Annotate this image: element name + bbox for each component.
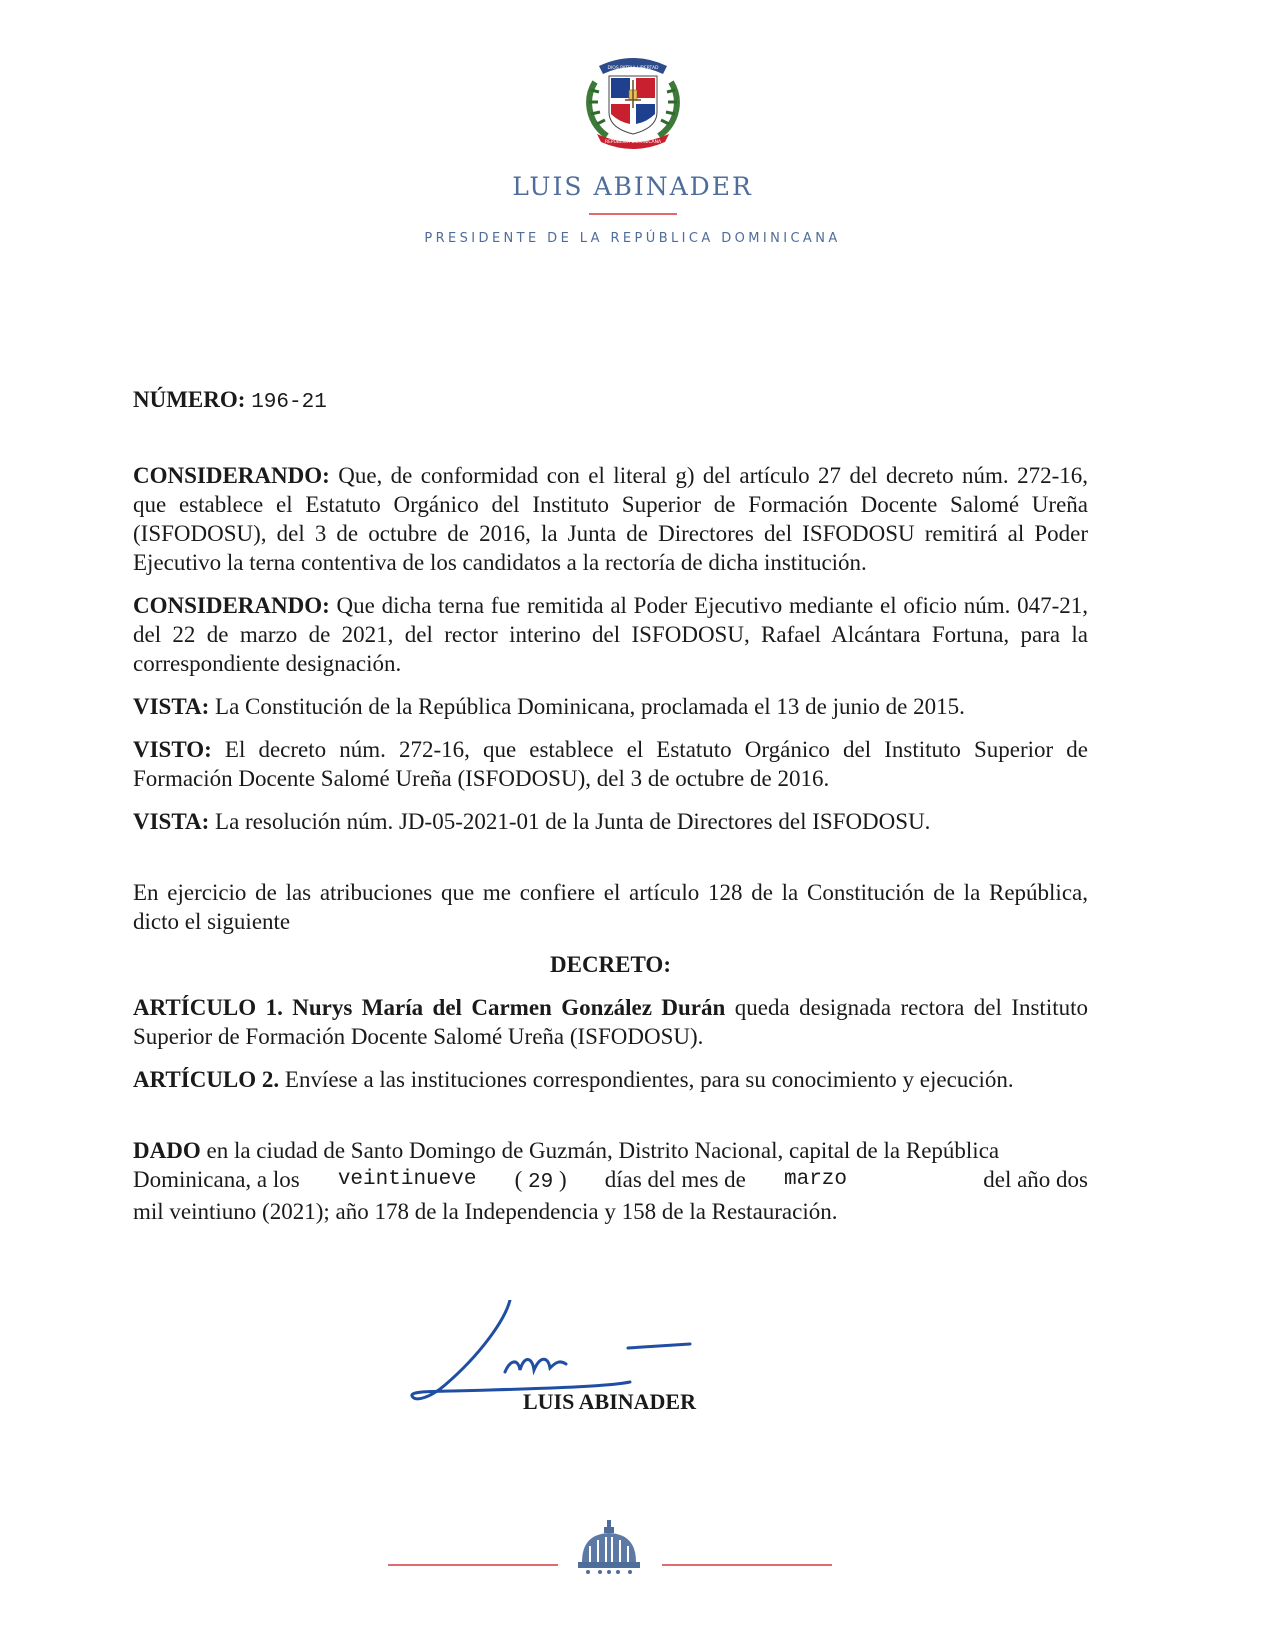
vista-2 <box>133 807 1088 836</box>
month: marzo <box>784 1168 848 1191</box>
president-name: LUIS ABINADER <box>512 172 753 201</box>
footer <box>0 1520 1265 1580</box>
ejercicio-paragraph: En ejercicio de las atribuciones que me confiere el artículo 128 de la Constitución de la República, dicto el siguiente <box>133 880 1088 934</box>
dado-date-line <box>133 1165 1088 1197</box>
dado-label: DADO <box>133 1138 201 1163</box>
vista-2-label: VISTA: <box>133 809 210 834</box>
articulo-1-text: queda designada rectora del Instituto Superior de Formación Docente Salomé Ureña (ISFODOSU). <box>133 995 1088 1049</box>
seal-ribbon: REPÚBLICA DOMINICANA <box>604 140 661 145</box>
visto-label: VISTO: <box>133 737 212 762</box>
paren-close: ) <box>558 1167 567 1192</box>
numero-value: 196-21 <box>251 391 327 414</box>
considerando-1-text: Que, de conformidad con el literal g) del artículo 27 del decreto núm. 272-16, que establece el Estatuto Orgánico del Instituto Superior de Formación Docente Salomé Ureña (ISFODOSU), del 3 de octubre de 2016, la Junta de Directores del ISFODOSU remitirá al Poder Ejecutivo la terna contentiva de los candidatos a la rectoría de dicha institución. <box>133 463 1088 575</box>
decreto-title: DECRETO: <box>550 952 671 977</box>
coat-of-arms-icon <box>581 50 685 150</box>
footer-rule-right <box>662 1564 832 1566</box>
dado-post: del año dos <box>983 1167 1088 1192</box>
day-number: 29 <box>527 1171 554 1194</box>
dado-mid: días del mes de <box>604 1167 746 1192</box>
dado-line-3: mil veintiuno (2021); año 178 de la Independencia y 158 de la Restauración. <box>133 1199 838 1224</box>
articulo-2-label: ARTÍCULO 2. <box>133 1067 280 1092</box>
dado-paragraph <box>133 1136 1088 1226</box>
paren-open: ( <box>514 1167 523 1192</box>
vista-2-text: La resolución núm. JD-05-2021-01 de la Junta de Directores del ISFODOSU. <box>215 809 931 834</box>
considerando-2-label: CONSIDERANDO: <box>133 593 330 618</box>
considerando-2-text: Que dicha terna fue remitida al Poder Ejecutivo mediante el oficio núm. 047-21, del 22 de marzo de 2021, del rector interino del ISFODOSU, Rafael Alcántara Fortuna, para la correspondiente designación. <box>133 593 1088 676</box>
vista-1-label: VISTA: <box>133 694 210 719</box>
letterhead <box>0 50 1265 246</box>
visto-text: El decreto núm. 272-16, que establece el Estatuto Orgánico del Instituto Superior de Formación Docente Salomé Ureña (ISFODOSU), del 3 de octubre de 2016. <box>133 737 1088 791</box>
articulo-2-text: Envíese a las instituciones correspondientes, para su conocimiento y ejecución. <box>284 1067 1014 1092</box>
decree-body <box>133 385 1088 1226</box>
articulo-1 <box>133 993 1088 1051</box>
articulo-1-label: ARTÍCULO 1. <box>133 995 283 1020</box>
decree-number <box>133 385 1088 417</box>
considerando-1-label: CONSIDERANDO: <box>133 463 330 488</box>
vista-1 <box>133 692 1088 721</box>
day-words: veintinueve <box>337 1168 477 1191</box>
footer-rule-left <box>388 1564 558 1566</box>
seal-motto: DIOS PATRIA LIBERTAD <box>607 66 658 71</box>
designee-name: Nurys María del Carmen González Durán <box>292 995 726 1020</box>
palace-dome-icon <box>578 1520 640 1576</box>
considerando-1 <box>133 461 1088 577</box>
signatory-name: LUIS ABINADER <box>523 1389 696 1414</box>
dado-line-1: en la ciudad de Santo Domingo de Guzmán, Distrito Nacional, capital de la República <box>206 1138 1000 1163</box>
considerando-2 <box>133 591 1088 678</box>
vista-1-text: La Constitución de la República Dominicana, proclamada el 13 de junio de 2015. <box>215 694 965 719</box>
articulo-2 <box>133 1065 1088 1094</box>
president-title: PRESIDENTE DE LA REPÚBLICA DOMINICANA <box>424 231 841 246</box>
header-divider <box>589 213 677 215</box>
numero-label: NÚMERO: <box>133 387 246 412</box>
dado-pre-day: Dominicana, a los <box>133 1167 300 1192</box>
visto <box>133 735 1088 793</box>
